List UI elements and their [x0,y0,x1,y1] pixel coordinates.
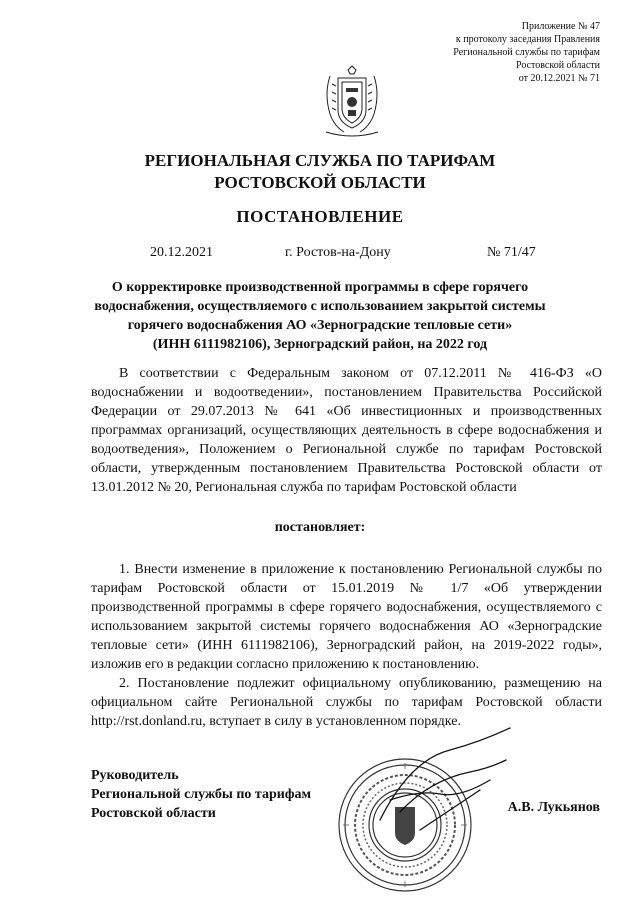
annex-line-2: к протоколу заседания Правления [455,34,600,45]
preamble-paragraph: В соответствии с Федеральным законом от 07.12.2011 № 416-ФЗ «О водоснабжении и водоотведении», постановлением Правительства Российской Федерации от 29.07.2013 № 641 «Об инвестиционных и производственных программах организаций, осуществляющих деятельность в сфере водоснабжения и водоотведения», Положением о Региональной службе по тарифам Ростовской области, утвержденным постановлением Правительства Ростовской области от 13.01.2012 № 20, Региональная служба по тарифам Ростовской области [91,366,602,495]
document-title [70,278,570,354]
document-city: г. Ростов-на-Дону [285,245,391,260]
decree-items [91,560,602,731]
decree-word: постановляет: [274,520,366,535]
title-line-3: горячего водоснабжения АО «Зерноградские тепловые сети» [127,318,513,333]
item-1: 1. Внести изменение в приложение к постановлению Региональной службы по тарифам Ростовской области от 15.01.2019 № 1/7 «Об утверждении производственной программы в сфере горячего водоснабжения, осуществляемого с использованием закрытой системы горячего водоснабжения АО «Зерноградские тепловые сети» (ИНН 6111982106), Зерноградский район, на 2019-2022 годы», изложив его в редакции согласно приложению к постановлению. [91,562,602,672]
handwritten-signature-icon [360,720,520,840]
org-line-1: РЕГИОНАЛЬНАЯ СЛУЖБА ПО ТАРИФАМ [144,151,496,170]
position-line-2: Региональной службы по тарифам [91,787,312,802]
annex-note [380,20,600,85]
document-number: № 71/47 [487,245,536,260]
signatory-name: А.В. Лукьянов [507,800,600,815]
title-line-1: О корректировке производственной программы в сфере горячего [111,280,529,295]
annex-line-3: Региональной службы по тарифам [453,47,600,58]
preamble-block [91,364,602,497]
document-type: ПОСТАНОВЛЕНИЕ [236,207,404,226]
title-line-4: (ИНН 6111982106), Зерноградский район, на 2022 год [152,337,488,352]
annex-line-5: от 20.12.2021 № 71 [518,73,600,84]
item-2: 2. Постановление подлежит официальному опубликованию, размещению на официальном сайте Региональной службы по тарифам Ростовской области http://rst.donland.ru, вступает в силу в установленном порядке. [91,676,602,729]
organization-name [60,150,580,194]
annex-line-1: Приложение № 47 [521,21,600,32]
coat-of-arms-icon [320,64,384,140]
annex-line-4: Ростовской области [516,60,600,71]
org-line-2: РОСТОВСКОЙ ОБЛАСТИ [214,173,426,192]
signatory-position [91,766,311,823]
position-line-3: Ростовской области [91,806,216,821]
position-line-1: Руководитель [91,768,179,783]
document-date: 20.12.2021 [150,245,213,260]
title-line-2: водоснабжения, осуществляемого с использованием закрытой системы [94,299,546,314]
